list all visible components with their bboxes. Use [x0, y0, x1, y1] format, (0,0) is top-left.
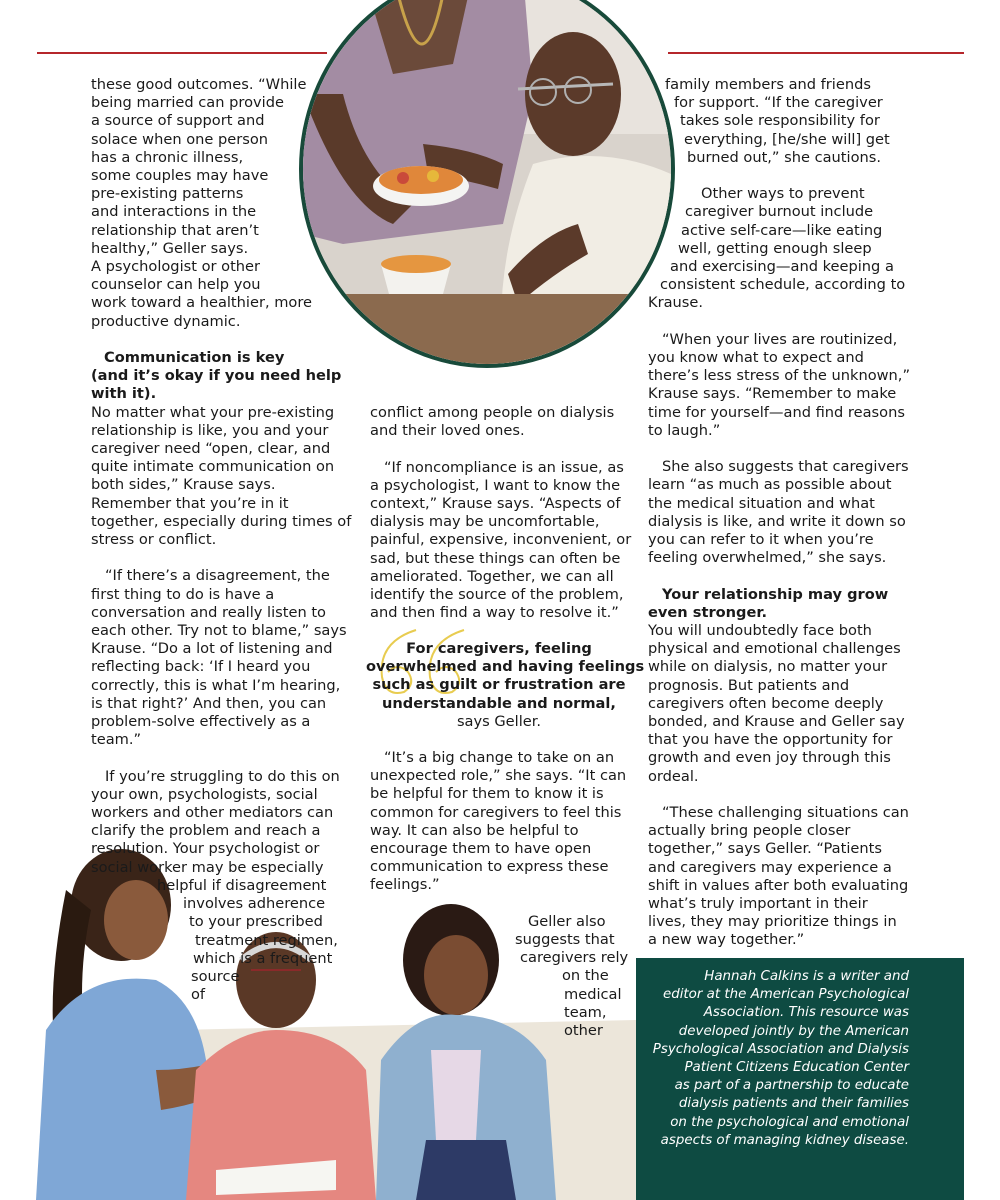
text-line: suggests that [515, 931, 615, 949]
paragraph: “If noncompliance is an issue, as a psychologist, I want to know the context,” Krause says. “Aspects of dialysis may be uncomfortable, painful, expensive, inconvenient, or sad, but these things can often be ameliorated. Together, we can all identify the source of the problem, and then find a way to resolve it.” [370, 458, 632, 622]
text-line: productive dynamic. [91, 312, 241, 330]
col3-wrap-paragraph-1 [648, 76, 910, 167]
text-line: these good outcomes. “While [91, 76, 307, 93]
column-left [91, 76, 353, 1004]
text-line: helpful if disagreement [157, 876, 327, 894]
text-line: Geller also [528, 912, 606, 930]
text-line: If you’re struggling to do this on [105, 767, 340, 785]
col3-wrap-paragraph-2 [648, 185, 910, 312]
pull-quote [366, 640, 645, 731]
text-line: caregiver burnout include [685, 203, 874, 221]
column-middle [370, 404, 632, 641]
bio-line: Psychological Association and Dialysis [652, 1041, 909, 1057]
text-line: and exercising—and keeping a [670, 258, 894, 276]
pull-quote-line: understandable and normal, [382, 694, 616, 712]
text-line: team, [564, 1003, 607, 1021]
text-line: source [191, 967, 240, 985]
text-line: everything, [he/she will] get [684, 130, 890, 148]
text-line: work toward a healthier, more [91, 294, 313, 312]
text-line: your own, psychologists, social [91, 785, 318, 803]
text-line: burned out,” she cautions. [687, 148, 882, 166]
bio-line: aspects of managing kidney disease. [660, 1132, 909, 1148]
text-line: counselor can help you [91, 276, 261, 294]
pull-quote-text [366, 640, 645, 713]
text-line: of [191, 986, 206, 1004]
paragraph: conflict among people on dialysis and their loved ones. [370, 404, 615, 440]
text-line: some couples may have [91, 167, 269, 185]
pull-quote-line: such as guilt or frustration are [372, 676, 626, 694]
paragraph: “These challenging situations can actually bring people closer together,” says Geller. “Patients and caregivers may experience a shift in values after both evaluating what’s truly important in their lives, they may prioritize things in a new way together.” [648, 804, 909, 949]
text-line: which is a frequent [193, 949, 333, 967]
text-line: caregivers rely [520, 949, 629, 967]
text-line: Krause. [648, 294, 703, 312]
text-line: involves adherence [183, 895, 326, 913]
text-line: workers and other mediators can [91, 804, 334, 822]
section-heading-relationship [648, 586, 910, 622]
text-line: treatment regimen, [195, 931, 338, 949]
text-line: healthy,” Geller says. [91, 239, 249, 257]
text-line: pre-existing patterns [91, 185, 244, 203]
text-line: Other ways to prevent [701, 185, 865, 203]
paragraph: You will undoubtedly face both physical and emotional challenges while on dialysis, no matter your prognosis. But patients and caregivers often become deeply bonded, and Krause and Geller say that you have the opportunity for growth and even joy through this ordeal. [648, 622, 905, 785]
caregiver-serving-meal-photo [299, 0, 675, 368]
bio-line: Patient Citizens Education Center [684, 1060, 909, 1076]
pull-quote-line: overwhelmed and having feelings [366, 658, 645, 676]
text-line: a source of support and [91, 112, 265, 130]
bio-line: Association. This resource was [703, 1005, 909, 1021]
text-line: medical [564, 985, 622, 1003]
text-line: resolution. Your psychologist or [91, 840, 320, 858]
text-line: to your prescribed [189, 913, 323, 931]
text-line: being married can provide [91, 94, 284, 112]
paragraph: She also suggests that caregivers learn “as much as possible about the medical situation and what dialysis is like, and write it down so you can refer to it when you’re feeling overwhelmed,” she says. [648, 458, 909, 567]
heading-line: with it). [91, 385, 157, 403]
column-middle-lower [370, 749, 632, 1040]
paragraph: “It’s a big change to take on an unexpected role,” she says. “It can be helpful for them to know it is common for caregivers to feel this way. It can also be helpful to encourage them to have open communication to express these feelings.” [370, 749, 627, 894]
text-line: social worker may be especially [91, 858, 324, 876]
text-line: active self-care—like eating [681, 221, 883, 239]
bio-line: developed jointly by the American [678, 1023, 909, 1039]
text-line: A psychologist or other [91, 258, 261, 276]
bio-line: editor at the American Psychological [662, 987, 909, 1003]
col1-intro [91, 76, 353, 331]
text-line: solace when one person [91, 130, 269, 148]
section-heading-communication [91, 349, 353, 404]
bio-line: as part of a partnership to educate [674, 1078, 909, 1094]
col2-wrap-paragraph [370, 913, 632, 1040]
text-line: on the [562, 967, 609, 985]
bio-line: dialysis patients and their families [678, 1096, 909, 1112]
bio-line: Hannah Calkins is a writer and [704, 969, 909, 984]
author-bio-box [636, 958, 964, 1200]
text-line: consistent schedule, according to [660, 276, 906, 294]
col1-wrap-paragraph [91, 768, 353, 1005]
column-right [648, 76, 910, 968]
heading-line: Your relationship may grow [662, 585, 889, 603]
pull-quote-line: For caregivers, feeling [406, 640, 592, 657]
heading-line: (and it’s okay if you need help [91, 367, 342, 385]
text-line: has a chronic illness, [91, 148, 244, 166]
top-rule-right [668, 52, 964, 54]
text-line: and interactions in the [91, 203, 257, 221]
text-line: clarify the problem and reach a [91, 822, 321, 840]
text-line: family members and friends [665, 76, 871, 93]
top-rule-left [37, 52, 327, 54]
heading-line: even stronger. [648, 603, 768, 621]
pull-quote-attribution: says Geller. [456, 712, 542, 730]
heading-line: Communication is key [104, 349, 285, 367]
text-line: well, getting enough sleep [678, 239, 872, 257]
text-line: other [564, 1022, 603, 1040]
paragraph: “When your lives are routinized, you know what to expect and there’s less stress of the unknown,” Krause says. “Remember to make time for yourself—and find reasons to laugh.” [648, 330, 911, 439]
paragraph: No matter what your pre-existing relationship is like, you and your caregiver need “open, clear, and quite intimate communication on both sides,” Krause says. Remember that you’re in it together, especially during times of stress or conflict. [91, 403, 352, 549]
text-line: takes sole responsibility for [680, 112, 880, 130]
text-line: relationship that aren’t [91, 221, 259, 239]
bio-line: on the psychological and emotional [670, 1114, 909, 1130]
text-line: for support. “If the caregiver [674, 94, 883, 112]
paragraph: “If there’s a disagreement, the first thing to do is have a conversation and really listen to each other. Try not to blame,” says Krause. “Do a lot of listening and reflecting back: ‘If I heard you correctly, this is what I’m hearing, is that right?’ And then, you can problem-solve effectively as a team.” [91, 567, 347, 749]
